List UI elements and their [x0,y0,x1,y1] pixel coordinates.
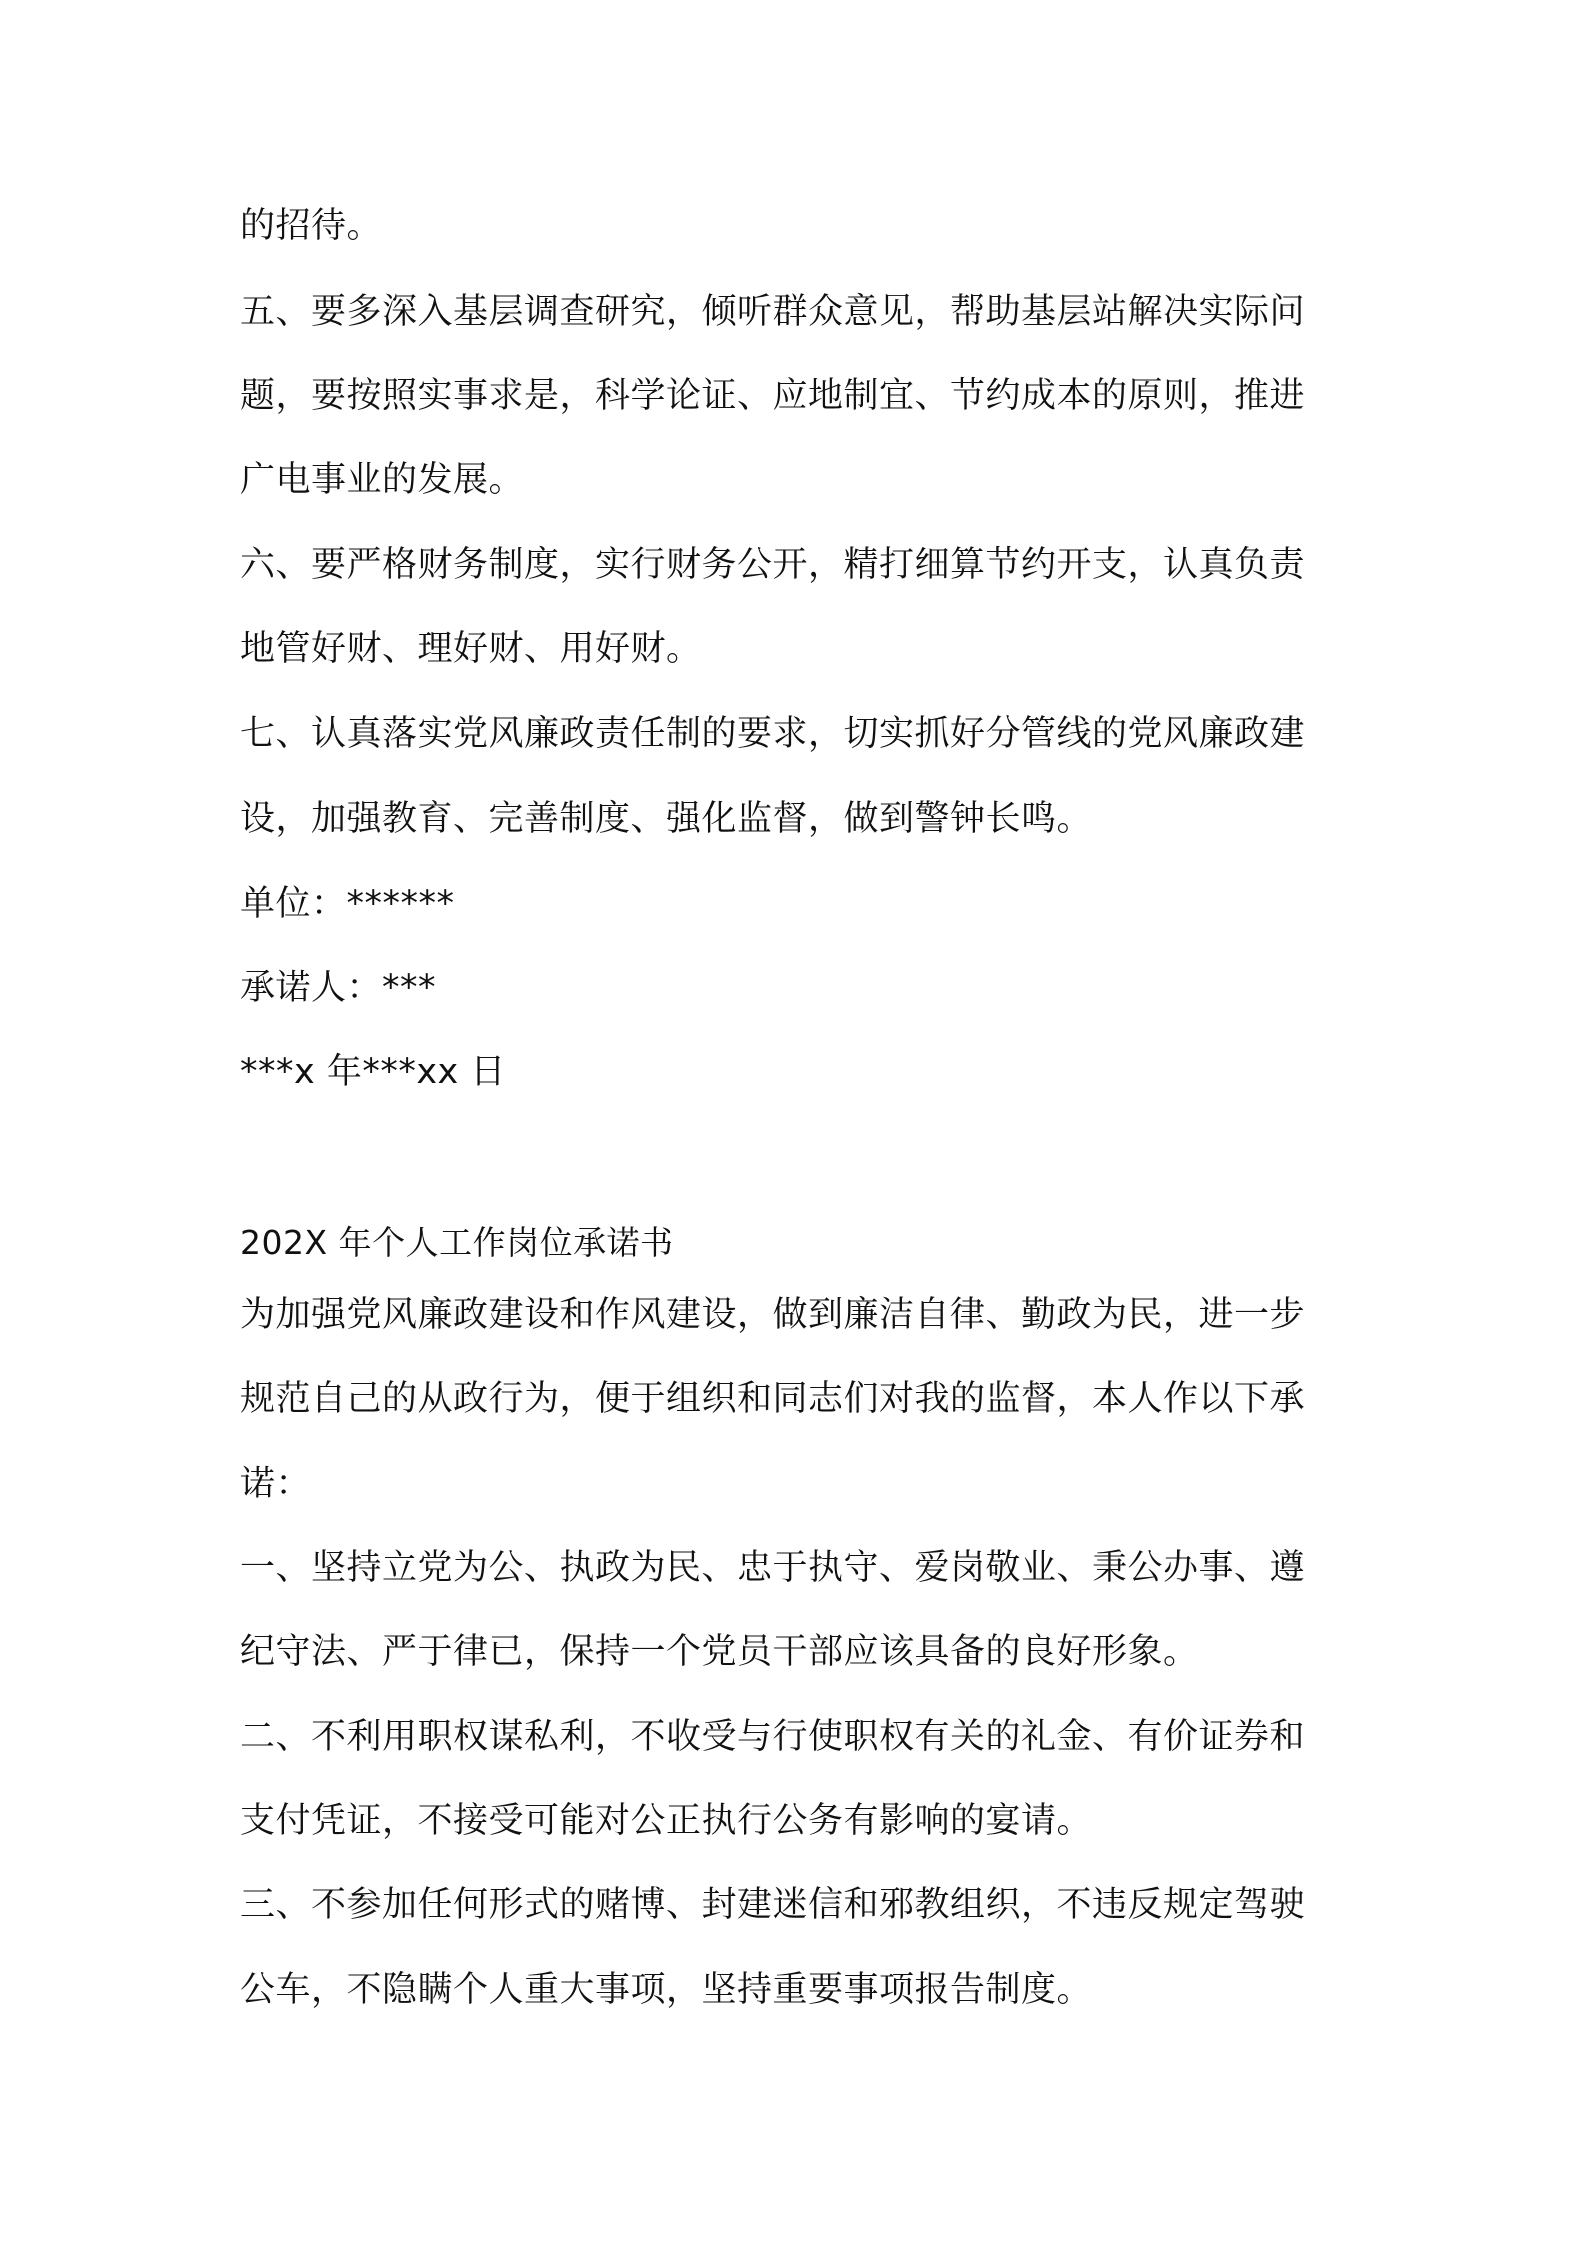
text-line: 六、要严格财务制度，实行财务公开，精打细算节约开支，认真负责 [240,545,1306,585]
text-line: 为加强党风廉政建设和作风建设，做到廉洁自律、勤政为民，进一步 [240,1295,1306,1335]
text-line: 的招待。 [240,206,383,246]
text-line: 七、认真落实党风廉政责任制的要求，切实抓好分管线的党风廉政建 [240,714,1306,754]
text-line: 地管好财、理好财、用好财。 [240,629,702,669]
text-line: 一、坚持立党为公、执政为民、忠于执守、爱岗敬业、秉公办事、遵 [240,1548,1306,1588]
text-line: 五、要多深入基层调查研究，倾听群众意见，帮助基层站解决实际问 [240,292,1306,332]
text-line: 题，要按照实事求是，科学论证、应地制宜、节约成本的原则，推进 [240,376,1306,416]
text-line: 规范自己的从政行为，便于组织和同志们对我的监督，本人作以下承 [240,1379,1306,1419]
text-line: 二、不利用职权谋私利，不收受与行使职权有关的礼金、有价证券和 [240,1717,1306,1757]
text-line: 三、不参加任何形式的赌博、封建迷信和邪教组织，不违反规定驾驶 [240,1885,1306,1925]
text-line: 设，加强教育、完善制度、强化监督，做到警钟长鸣。 [240,799,1093,839]
text-line: 公车，不隐瞒个人重大事项，坚持重要事项报告制度。 [240,1970,1093,2010]
promisor-line: 承诺人：*** [240,968,437,1008]
section-title: 202X 年个人工作岗位承诺书 [240,1223,674,1262]
date-line: ***x 年***xx 日 [240,1052,506,1092]
text-line: 支付凭证，不接受可能对公正执行公务有影响的宴请。 [240,1801,1093,1841]
text-line: 广电事业的发展。 [240,460,525,500]
text-line: 诺： [240,1464,312,1504]
unit-line: 单位：****** [240,884,455,924]
text-line: 纪守法、严于律已，保持一个党员干部应该具备的良好形象。 [240,1632,1199,1672]
